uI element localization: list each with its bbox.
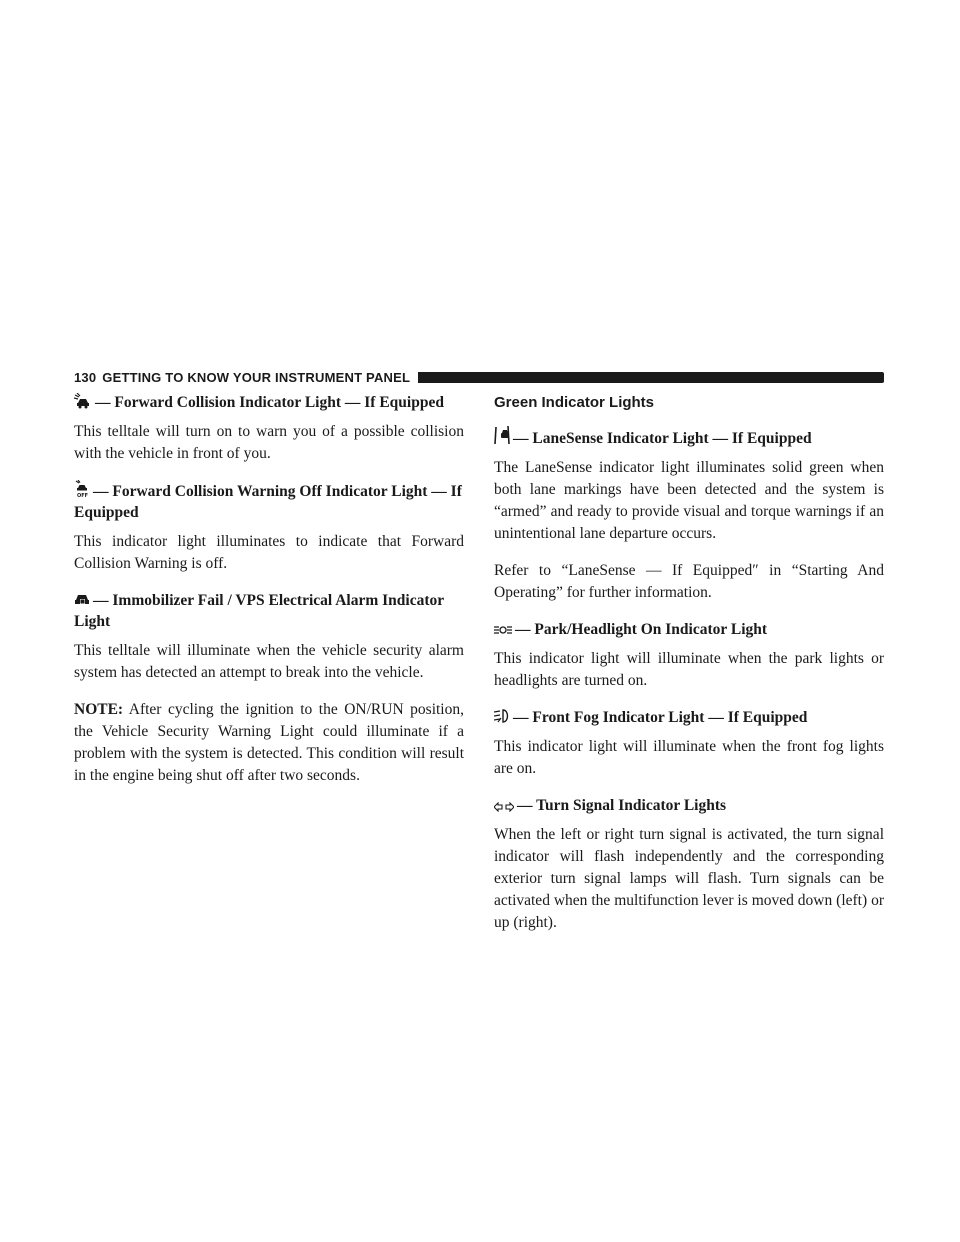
lanesense-icon [494, 425, 510, 445]
turn-signal-body: When the left or right turn signal is activated, the turn signal indicator will flash independently and the corresponding exterior turn signal lamps will flash. Turn signals can be activated when the multifunction lever is moved down (left) or up (right). [494, 826, 884, 931]
section-title: Green Indicator Lights [494, 394, 655, 411]
lanesense-heading: — LaneSense Indicator Light — If Equipped [494, 425, 884, 449]
forward-collision-body: This telltale will turn on to warn you of a possible collision with the vehicle in front of you. [74, 423, 464, 462]
forward-collision-off-body: This indicator light illuminates to indicate that Forward Collision Warning is off. [74, 533, 464, 572]
front-fog-body: This indicator light will illuminate when the front fog lights are on. [494, 738, 884, 777]
forward-collision-icon [74, 393, 92, 409]
forward-collision-heading: — Forward Collision Indicator Light — If Equipped [74, 392, 464, 413]
forward-collision-off-heading: OFF — Forward Collision Warning Off Indicator Light — If Equipped [74, 480, 464, 523]
note-text: After cycling the ignition to the ON/RUN position, the Vehicle Security Warning Light could illuminate if a problem with the system is detected. This condition will result in the engine being shut off after two seconds. [74, 701, 464, 784]
note-paragraph [74, 699, 464, 787]
park-headlight-body: This indicator light will illuminate when the park lights or headlights are turned on. [494, 650, 884, 689]
turn-signal-icon [494, 802, 514, 812]
front-fog-heading: — Front Fog Indicator Light — If Equipped [494, 707, 884, 728]
page-header [74, 369, 884, 385]
turn-signal-heading: — Turn Signal Indicator Lights [494, 795, 884, 816]
park-headlight-heading: — Park/Headlight On Indicator Light [494, 619, 884, 640]
immobilizer-heading: — Immobilizer Fail / VPS Electrical Alarm Indicator Light [74, 592, 444, 630]
left-column [74, 392, 464, 802]
lanesense-body-2: Refer to “LaneSense — If Equipped″ in “Starting And Operating” for further information. [494, 562, 884, 601]
chapter-title: GETTING TO KNOW YOUR INSTRUMENT PANEL [102, 369, 411, 385]
header-rule [418, 372, 884, 383]
note-label: NOTE: [74, 701, 124, 718]
front-fog-icon [494, 708, 510, 724]
immobilizer-icon [74, 591, 90, 607]
right-column [494, 392, 884, 949]
park-headlight-icon [494, 624, 512, 636]
immobilizer-body: This telltale will illuminate when the vehicle security alarm system has detected an attempt to break into the vehicle. [74, 642, 464, 681]
svg-text:OFF: OFF [77, 493, 89, 498]
page-number: 130 [74, 369, 97, 385]
forward-collision-off-icon [74, 480, 90, 498]
lanesense-body-1: The LaneSense indicator light illuminates solid green when both lane markings have been detected and the system is “armed” and ready to provide visual and torque warnings if an unintentional lane departure occurs. [494, 459, 884, 542]
